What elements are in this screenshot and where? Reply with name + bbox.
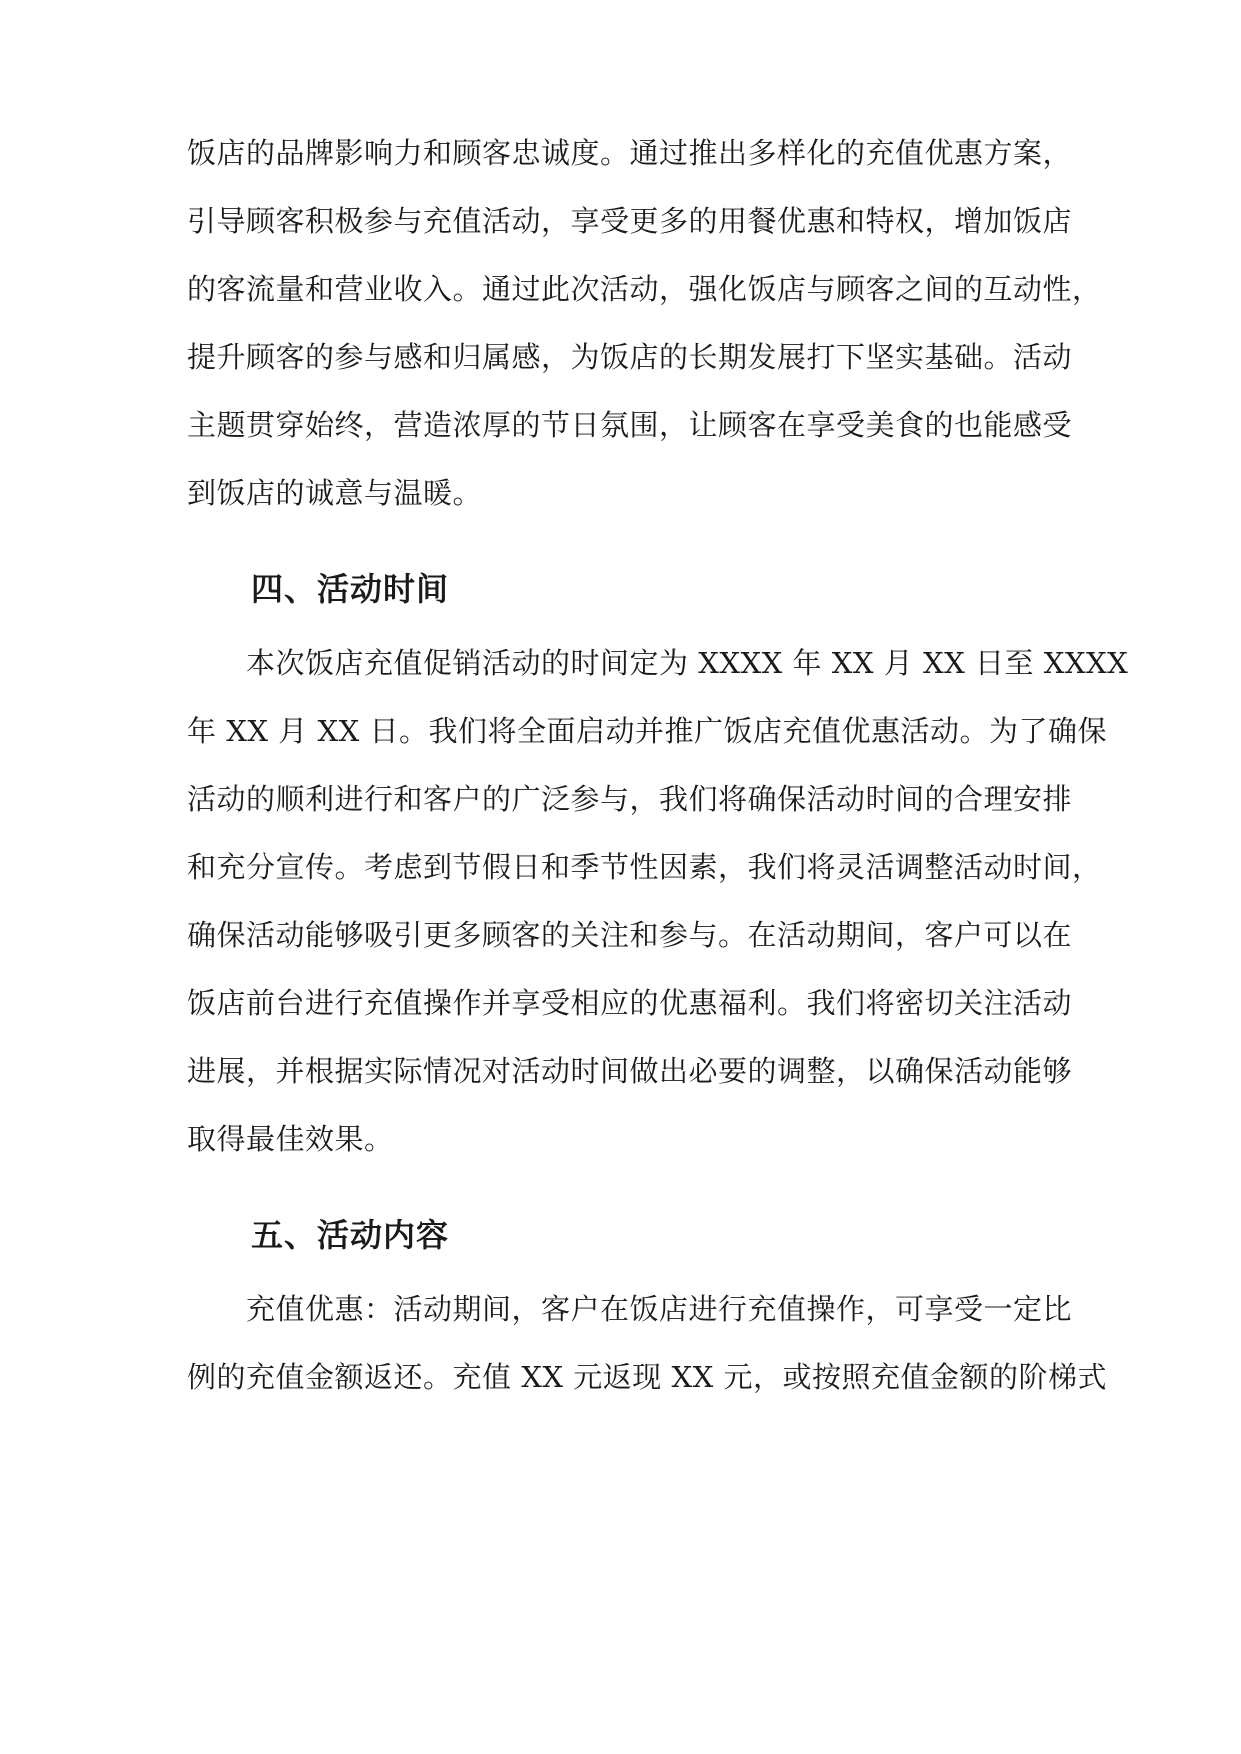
section-four-line-4: 和充分宣传。考虑到节假日和季节性因素，我们将灵活调整活动时间， [187,850,1102,884]
section-four-line-3: 活动的顺利进行和客户的广泛参与，我们将确保活动时间的合理安排 [187,782,1073,816]
intro-line-1: 饭店的品牌影响力和顾客忠诚度。通过推出多样化的充值优惠方案， [187,136,1073,170]
section-four-heading: 四、活动时间 [251,570,450,608]
section-four-line-6: 饭店前台进行充值操作并享受相应的优惠福利。我们将密切关注活动 [187,986,1073,1020]
section-four-line-7: 进展，并根据实际情况对活动时间做出必要的调整，以确保活动能够 [187,1054,1073,1088]
intro-line-5: 主题贯穿始终，营造浓厚的节日氛围，让顾客在享受美食的也能感受 [187,408,1073,442]
intro-line-3: 的客流量和营业收入。通过此次活动，强化饭店与顾客之间的互动性， [187,272,1102,306]
section-four-line-1: 本次饭店充值促销活动的时间定为 XXXX 年 XX 月 XX 日至 XXXX [246,646,1129,680]
intro-line-6: 到饭店的诚意与温暖。 [187,476,483,510]
section-five-line-1: 充值优惠：活动期间，客户在饭店进行充值操作，可享受一定比 [246,1292,1073,1326]
section-five-heading: 五、活动内容 [251,1216,450,1254]
intro-line-4: 提升顾客的参与感和归属感，为饭店的长期发展打下坚实基础。活动 [187,340,1073,374]
section-four-line-2: 年 XX 月 XX 日。我们将全面启动并推广饭店充值优惠活动。为了确保 [187,714,1107,748]
section-four-line-8: 取得最佳效果。 [187,1122,394,1156]
intro-line-2: 引导顾客积极参与充值活动，享受更多的用餐优惠和特权，增加饭店 [187,204,1073,238]
section-four-line-5: 确保活动能够吸引更多顾客的关注和参与。在活动期间，客户可以在 [187,918,1073,952]
section-five-line-2: 例的充值金额返还。充值 XX 元返现 XX 元，或按照充值金额的阶梯式 [187,1360,1107,1394]
